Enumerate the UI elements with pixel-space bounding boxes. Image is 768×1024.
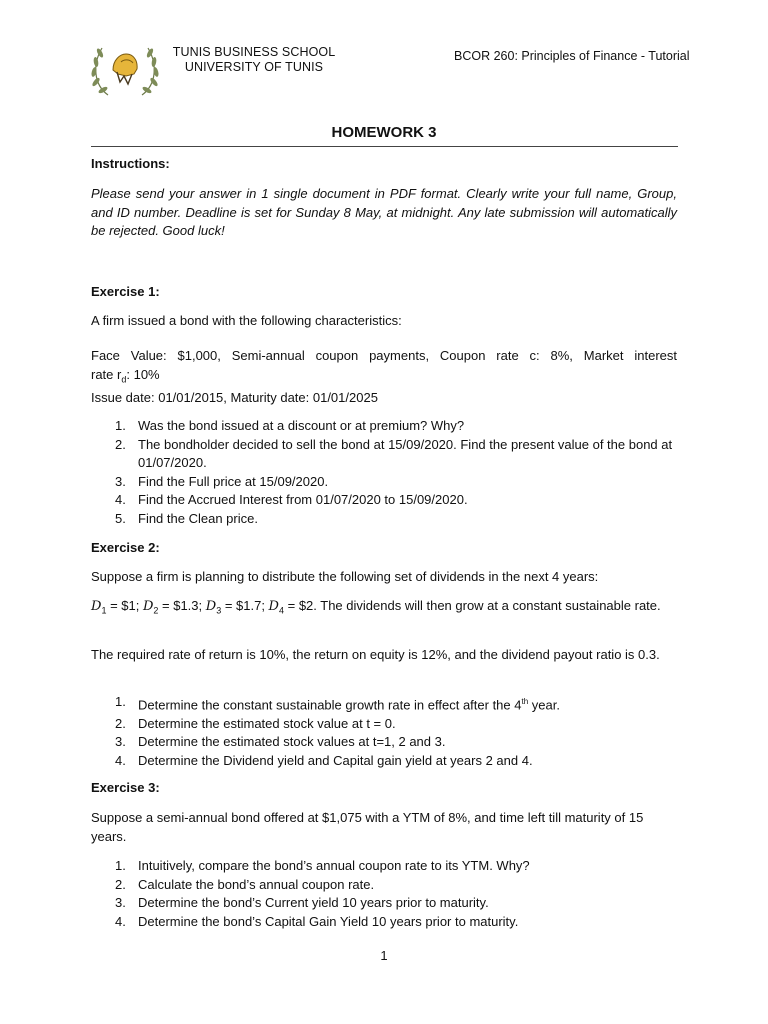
list-item: 2. Calculate the bond’s annual coupon rate. bbox=[115, 876, 375, 892]
exercise1-details bbox=[91, 347, 677, 407]
dividend-symbol: D bbox=[205, 599, 217, 614]
list-item: 3. Determine the bond’s Current yield 10 years prior to maturity. bbox=[115, 895, 489, 910]
list-item: 2. Determine the estimated stock value at t = 0. bbox=[115, 715, 396, 731]
instructions-body: Please send your answer in 1 single document in PDF format. Clearly write your full name, Group, and ID number. Deadline is set for Sunday 8 May, at midnight. Any late submission will automatically be rejected. Good luck! bbox=[91, 186, 677, 238]
list-item: 5. Find the Clean price. bbox=[115, 510, 258, 526]
exercise1-details-line3: Issue date: 01/01/2015, Maturity date: 01/01/2025 bbox=[91, 389, 378, 405]
dividend-symbol: D bbox=[268, 599, 279, 614]
exercise2-heading: Exercise 2: bbox=[91, 540, 160, 555]
list-item: 4. Determine the Dividend yield and Capital gain yield at years 2 and 4. bbox=[115, 752, 533, 768]
exercise1-details-line1: Face Value: $1,000, Semi-annual coupon payments, Coupon rate c: 8%, Market interest bbox=[91, 348, 677, 363]
exercise2-intro: Suppose a firm is planning to distribute the following set of dividends in the next 4 years: bbox=[91, 569, 599, 584]
exercise2-rates: The required rate of return is 10%, the return on equity is 12%, and the dividend payout ratio is 0.3. bbox=[91, 647, 660, 662]
list-item: 1. Was the bond issued at a discount or at premium? Why? bbox=[115, 418, 465, 433]
list-item: 4. Find the Accrued Interest from 01/07/2020 to 15/09/2020. bbox=[115, 492, 468, 507]
instructions-heading: Instructions: bbox=[91, 156, 170, 171]
list-item: 3. Determine the estimated stock values at t=1, 2 and 3. bbox=[115, 734, 446, 750]
exercise3-heading: Exercise 3: bbox=[91, 780, 160, 795]
exercise2-questions bbox=[91, 693, 677, 770]
list-item: 4. Determine the bond’s Capital Gain Yield 10 years prior to maturity. bbox=[115, 913, 519, 929]
exercise3-intro: Suppose a semi-annual bond offered at $1,075 with a YTM of 8%, and time left till maturity of 15 years. bbox=[91, 810, 644, 844]
list-item: 1. Determine the constant sustainable growth rate in effect after the 4th year. bbox=[115, 694, 560, 713]
page-title: HOMEWORK 3 bbox=[331, 124, 437, 141]
rate-value: : 10% bbox=[126, 366, 160, 382]
laurel-wreath-emblem-icon bbox=[88, 40, 162, 100]
rate-subscript: d bbox=[121, 374, 127, 385]
exercise1-intro: A firm issued a bond with the following characteristics: bbox=[91, 313, 402, 328]
page-number: 1 bbox=[380, 948, 388, 963]
school-line-1: TUNIS BUSINESS SCHOOL bbox=[172, 45, 336, 59]
course-title: BCOR 260: Principles of Finance - Tutorial bbox=[454, 49, 690, 63]
title-divider bbox=[91, 146, 678, 147]
exercise1-details-line2 bbox=[91, 366, 677, 389]
exercise2-dividends: $D_1$ = $1; $D_2$ = $1.3; $D_3$ = $1.7; $D_4$ = $2. The dividends will then grow at a constant sustainable rate. bbox=[91, 598, 661, 616]
dividend-symbol: D bbox=[91, 599, 102, 614]
rate-label: rate r bbox=[91, 366, 122, 382]
school-line-2: UNIVERSITY OF TUNIS bbox=[184, 60, 324, 74]
list-item: 3. Find the Full price at 15/09/2020. bbox=[115, 473, 329, 489]
school-name bbox=[170, 45, 338, 75]
exercise3-questions bbox=[91, 857, 677, 931]
dividend-symbol: D bbox=[142, 599, 154, 614]
exercise1-heading: Exercise 1: bbox=[91, 284, 160, 299]
list-item: 2. The bondholder decided to sell the bond at 15/09/2020. Find the present value of the bond at 01/07/2020. bbox=[115, 436, 673, 470]
exercise1-questions bbox=[91, 417, 677, 528]
list-item: 1. Intuitively, compare the bond’s annual coupon rate to its YTM. Why? bbox=[115, 858, 530, 873]
